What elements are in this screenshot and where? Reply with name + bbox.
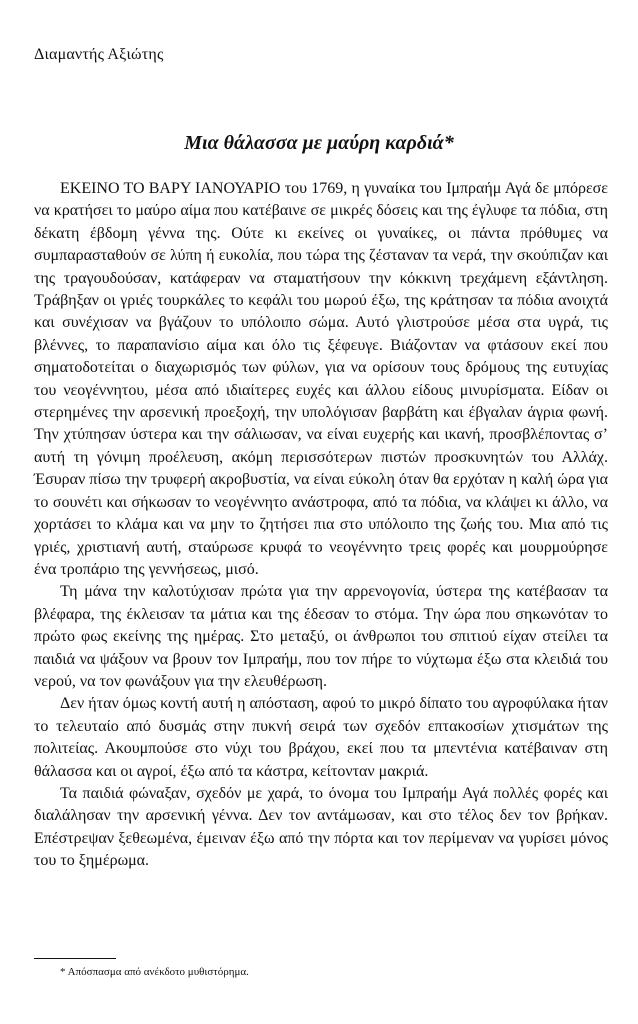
- story-body: [34, 178, 608, 873]
- paragraph: ΕΚΕΙΝΟ ΤΟ ΒΑΡΥ ΙΑΝΟΥΑΡΙΟ του 1769, η γυναίκα του Ιμπραήμ Αγά δε μπόρεσε να κρατήσει το μαύρο αίμα που κατέβαινε σε μικρές δόσεις και της έγλυφε τα πόδια, στη δέκατη έβδομη γέννα της. Ούτε κι εκείνες οι γυναίκες, οι πάντα πρόθυμες να συμπαρασταθούν σε λύπη ή ευκολία, που τώρα της ζέσταναν τα νερά, την σκούπιζαν και της τραγουδούσαν, κατάφεραν να σταματήσουν την κόκκινη τρεχάμενη εξάντληση. Τράβηξαν οι γριές τουρκάλες το κεφάλι του μωρού έξω, της κράτησαν τα πόδια ανοιχτά και συνέχισαν να βγάζουν το υπόλοιπο σώμα. Αυτό γλιστρούσε μέσα στα υγρά, τις βλέννες, το παραπανίσιο αίμα και όλο τις ξέφευγε. Βιάζονταν να φτάσουν εκεί που σηματοδοτείται ο διαχωρισμός των φύλων, για να ορίσουν τους δρόμους της ευτυχίας του νεογέννητου, μέσα από ιδιαίτερες ευχές και άλλου είδους μινυρίσματα. Είδαν οι στερημένες την αρσενική προεξοχή, την υπολόγισαν βαρβάτη και έβγαλαν άγρια φωνή. Την χτύπησαν ύστερα και την σάλιωσαν, να είναι ευχερής και ικανή, προσβλέποντας σ’ αυτή τη γόνιμη προέλευση, ακόμη περισσότερων πιστών προσκυνητών του Αλλάχ. Έσυραν πίσω την τρυφερή ακροβυστία, να είναι εύκολη όταν θα ερχόταν η καλή ώρα για το σουνέτι και σήκωσαν το νεογέννητο ανάστροφα, από τα πόδια, να κλάψει κι άλλο, να χορτάσει το κλάμα και να μην το ζητήσει πια στο υπόλοιπο της ζωής του. Μια από τις γριές, χριστιανή αυτή, σταύρωσε κρυφά το νεογέννητο τρεις φορές και μουρμούρησε ένα τροπάριο της γεννήσεως, μισό.: [34, 180, 608, 578]
- paragraph: Τη μάνα την καλοτύχισαν πρώτα για την αρρενογονία, ύστερα της κατέβασαν τα βλέφαρα, της έκλεισαν τα μάτια και της έδεσαν το στόμα. Την ώρα που σηκωνόταν το πρώτο φως εκείνης της ημέρας. Στο μεταξύ, οι άνθρωποι του σπιτιού είχαν στείλει τα παιδιά να ψάξουν να βρουν τον Ιμπραήμ, που τον πήρε το νύχτωμα έξω στα κλειδιά του νερού, να τον φωνάξουν για την ελευθέρωση.: [34, 583, 608, 690]
- footnote-divider: [34, 958, 116, 959]
- running-head: Διαμαντής Αξιώτης: [34, 46, 164, 63]
- paragraph: Δεν ήταν όμως κοντή αυτή η απόσταση, αφού το μικρό δίπατο του αγροφύλακα ήταν το τελευταίο από δυσμάς στην πυκνή σειρά των σχεδόν επτακοσίων χτισμάτων της πολιτείας. Ακουμπούσε στο νύχι του βράχου, εκεί που τα μπεντένια κατέβαιναν στη θάλασσα και οι αγροί, έξω από τα κάστρα, κείτονταν μακριά.: [34, 695, 608, 780]
- paragraph: Τα παιδιά φώναξαν, σχεδόν με χαρά, το όνομα του Ιμπραήμ Αγά πολλές φορές και διαλάλησαν την αρσενική γέννα. Δεν τον αντάμωσαν, και στο τέλος δεν τον βρήκαν. Επέστρεψαν ξεθεωμένα, έμειναν έξω από την πόρτα και τον περίμεναν να γυρίσει μόνος του το ξημέρωμα.: [34, 784, 608, 870]
- footnote: * Απόσπασμα από ανέκδοτο μυθιστόρημα.: [60, 966, 249, 978]
- story-title: Μια θάλασσα με μαύρη καρδιά*: [184, 132, 454, 154]
